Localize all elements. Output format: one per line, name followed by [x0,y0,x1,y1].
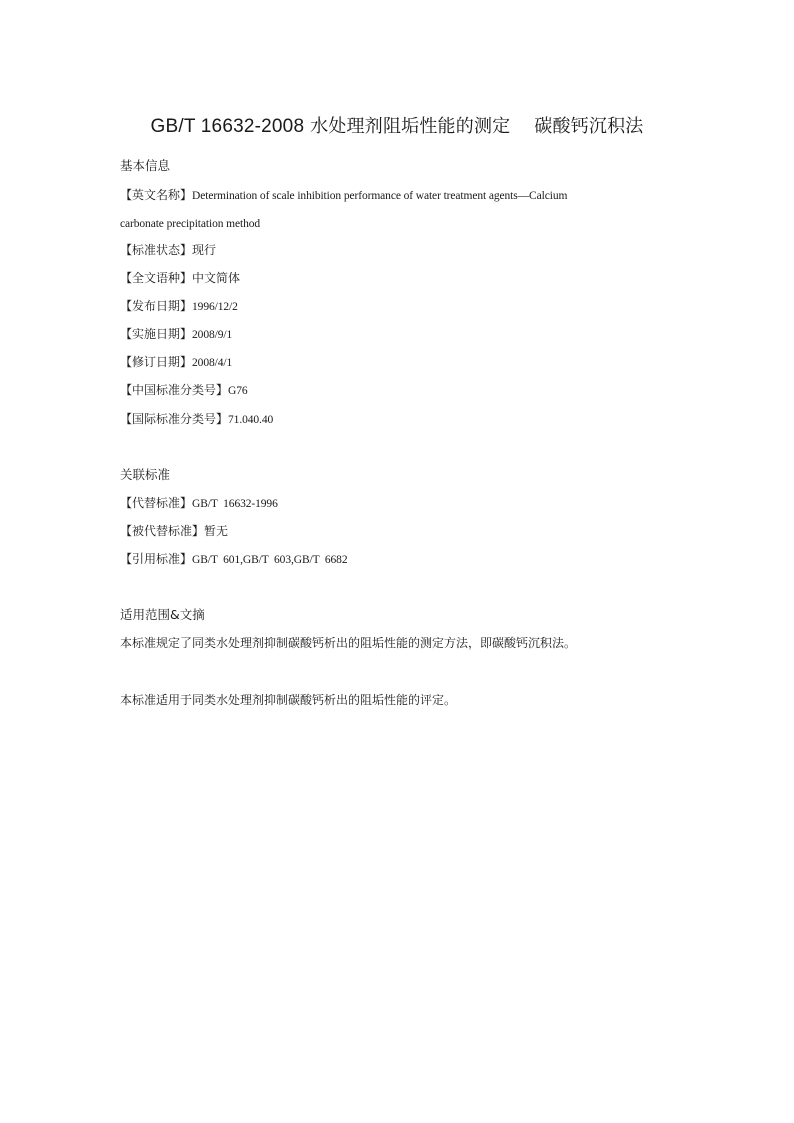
replaced-by-value: 暂无 [204,524,229,538]
scope-paragraph-2-block [120,691,660,709]
implement-date-row [120,325,660,344]
revise-date-row [120,353,660,372]
implement-date-value: 2008/9/1 [192,329,233,341]
basic-info-section [120,157,660,175]
scope-heading: 适用范围&文摘 [120,607,205,622]
publish-date-row [120,297,660,316]
intl-class-row [120,410,660,429]
standard-subname: 碳酸钙沉积法 [534,116,644,137]
intl-class-value: 71.040.40 [228,414,274,426]
related-section [120,466,660,484]
replaced-by-row [120,522,660,540]
cited-value: GB/T 601,GB/T 603,GB/T 6682 [192,554,348,566]
scope-paragraph-1: 本标准规定了同类水处理剂抑制碳酸钙析出的阻垢性能的测定方法，即碳酸钙沉积法。 [120,636,577,650]
english-name-label: 【英文名称】 [120,188,193,202]
revise-date-value: 2008/4/1 [192,357,233,369]
document-title [0,114,794,140]
cn-class-row [120,381,660,400]
replaced-by-label: 【被代替标准】 [120,524,205,538]
replaces-value: GB/T 16632-1996 [192,498,278,510]
revise-date-label: 【修订日期】 [120,355,193,369]
cn-class-value: G76 [228,385,248,397]
cited-label: 【引用标准】 [120,552,193,566]
cn-class-label: 【中国标准分类号】 [120,383,229,397]
cited-row [120,550,660,569]
english-name-row [120,186,660,205]
english-name-row-cont [120,214,660,233]
replaces-label: 【代替标准】 [120,496,193,510]
publish-date-label: 【发布日期】 [120,299,193,313]
publish-date-value: 1996/12/2 [192,301,238,313]
standard-code: GB/T 16632-2008 [150,116,305,137]
language-value: 中文简体 [192,271,241,285]
standard-name: 水处理剂阻垢性能的测定 [310,116,511,137]
scope-paragraph-2: 本标准适用于同类水处理剂抑制碳酸钙析出的阻垢性能的评定。 [120,693,457,707]
replaces-row [120,494,660,513]
english-name-value-line2: carbonate precipitation method [120,218,261,230]
status-value: 现行 [192,243,217,257]
scope-paragraph-1-block [120,634,660,652]
language-row [120,269,660,287]
english-name-value-line1: Determination of scale inhibition performance of water treatment agents—Calcium [192,190,568,202]
status-label: 【标准状态】 [120,243,193,257]
intl-class-label: 【国际标准分类号】 [120,412,229,426]
implement-date-label: 【实施日期】 [120,327,193,341]
scope-section [120,606,660,624]
basic-info-heading: 基本信息 [120,158,171,173]
status-row [120,241,660,259]
language-label: 【全文语种】 [120,271,193,285]
related-heading: 关联标准 [120,467,171,482]
